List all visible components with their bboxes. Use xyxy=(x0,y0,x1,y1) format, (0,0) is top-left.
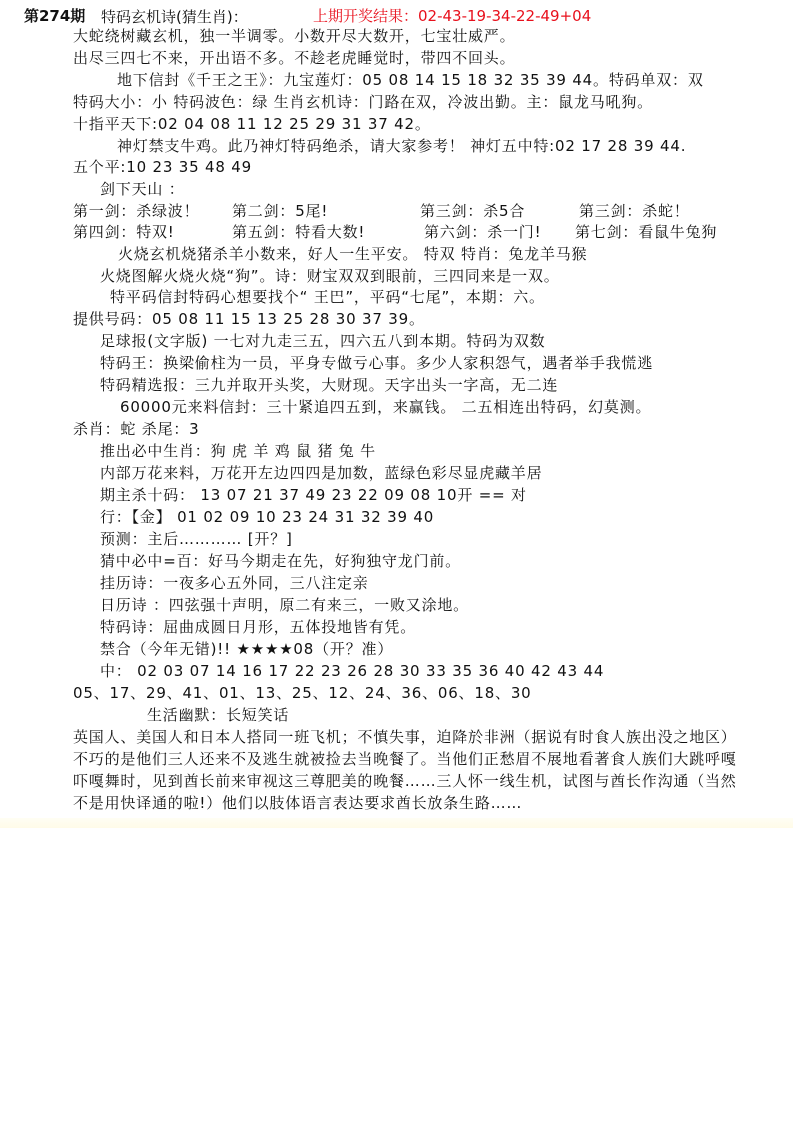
text-line: 剑下天山 ： xyxy=(100,180,185,198)
text-line: 不巧的是他们三人还来不及逃生就被捡去当晚餐了。当他们正愁眉不展地看著食人族们大跳呼嘎 xyxy=(73,750,737,768)
sword-item: 第五剑：特看大数! xyxy=(232,223,366,241)
text-line: 行：【金】 01 02 09 10 23 24 31 32 39 40 xyxy=(100,508,435,526)
sword-item: 第三剑：杀5合 xyxy=(420,202,526,220)
text-line: 杀肖：蛇 杀尾：3 xyxy=(73,420,200,438)
text-line: 特码王：换梁偷柱为一员，平身专做亏心事。多少人家积怨气，遇者举手我慌逃 xyxy=(100,354,654,372)
sword-item: 第一剑：杀绿波！ xyxy=(73,202,200,220)
sword-item: 第四剑：特双! xyxy=(73,223,175,241)
text-line: 大蛇绕树藏玄机，独一半调零。小数开尽大数开，七宝壮威严。 xyxy=(73,27,516,45)
text-line: 日历诗 ：四弦强十声明，原二有来三，一败又涂地。 xyxy=(100,596,469,614)
text-line: 生活幽默：长短笑话 xyxy=(147,706,290,724)
text-line: 神灯禁支牛鸡。此乃神灯特码绝杀，请大家参考！ 神灯五中特:02 17 28 39 44. xyxy=(117,137,687,155)
text-line: 特码诗：屈曲成圆日月形，五体投地皆有凭。 xyxy=(100,618,417,636)
text-line: 05、17、29、41、01、13、25、12、24、36、06、18、30 xyxy=(73,684,532,702)
sword-item: 第二剑：5尾! xyxy=(232,202,329,220)
text-line: 禁合（今年无错)!! ★★★★08（开？准） xyxy=(100,640,394,658)
text-line: 60000元来料信封：三十紧追四五到，来赢钱。 二五相连出特码，幻莫测。 xyxy=(120,398,652,416)
text-line: 特码大小：小 特码波色：绿 生肖玄机诗：门路在双，冷波出勤。主：鼠龙马吼狗。 xyxy=(73,93,653,111)
bottom-band xyxy=(0,818,793,828)
text-line: 火烧图解火烧火烧“狗”。诗：财宝双双到眼前，三四同来是一双。 xyxy=(100,267,560,285)
text-line: 内部万花来料，万花开左边四四是加数，蓝绿色彩尽显虎藏羊居 xyxy=(100,464,543,482)
text-line: 推出必中生肖：狗 虎 羊 鸡 鼠 猪 兔 牛 xyxy=(100,442,376,460)
text-line: 特码精选报：三九并取开头奖，大财现。天字出头一字高，无二连 xyxy=(100,376,559,394)
text-line: 足球报(文字版) 一七对九走三五，四六五八到本期。特码为双数 xyxy=(100,332,546,350)
text-line: 中： 02 03 07 14 16 17 22 23 26 28 30 33 35 36 40 42 43 44 xyxy=(100,662,605,680)
text-line: 预测：主后………… [开？] xyxy=(100,530,293,548)
sword-item: 第七剑：看鼠牛兔狗 xyxy=(575,223,718,241)
text-line: 十指平天下:02 04 08 11 12 25 29 31 37 42。 xyxy=(73,115,431,133)
text-line: 特平码信封特码心想要找个“ 王巴”，平码“七尾”，本期：六。 xyxy=(110,288,545,306)
text-line: 不是用快译通的啦!）他们以肢体语言表达要求酋长放条生路…… xyxy=(73,794,523,812)
text-line: 提供号码：05 08 11 15 13 25 28 30 37 39。 xyxy=(73,310,425,328)
text-line: 英国人、美国人和日本人搭同一班飞机；不慎失事，迫降於非洲（据说有时食人族出没之地区） xyxy=(73,728,737,746)
text-line: 出尽三四七不来，开出语不多。不趁老虎睡觉时，带四不回头。 xyxy=(73,49,516,67)
poem-title: 特码玄机诗(猜生肖)： xyxy=(101,8,248,26)
sword-item: 第三剑：杀蛇！ xyxy=(579,202,690,220)
issue-number: 第274期 xyxy=(24,7,86,25)
text-line: 吓嘎舞时，见到酋长前来审视这三尊肥美的晚餐……三人怀一线生机，试图与酋长作沟通（当然 xyxy=(73,772,737,790)
text-line: 期主杀十码： 13 07 21 37 49 23 22 09 08 10开 == 对 xyxy=(100,486,527,504)
text-line: 挂历诗：一夜多心五外同，三八注定亲 xyxy=(100,574,369,592)
text-line: 火烧玄机烧猪杀羊小数来，好人一生平安。 特双 特肖：兔龙羊马猴 xyxy=(118,245,588,263)
last-draw-result: 上期开奖结果：02-43-19-34-22-49+04 xyxy=(313,7,592,25)
text-line: 五个平:10 23 35 48 49 xyxy=(73,158,252,176)
sword-item: 第六剑：杀一门! xyxy=(424,223,542,241)
text-line: 地下信封《千王之王》：九宝莲灯：05 08 14 15 18 32 35 39 44。特码单双：双 xyxy=(117,71,704,89)
text-line: 猜中必中=百：好马今期走在先，好狗独守龙门前。 xyxy=(100,552,461,570)
